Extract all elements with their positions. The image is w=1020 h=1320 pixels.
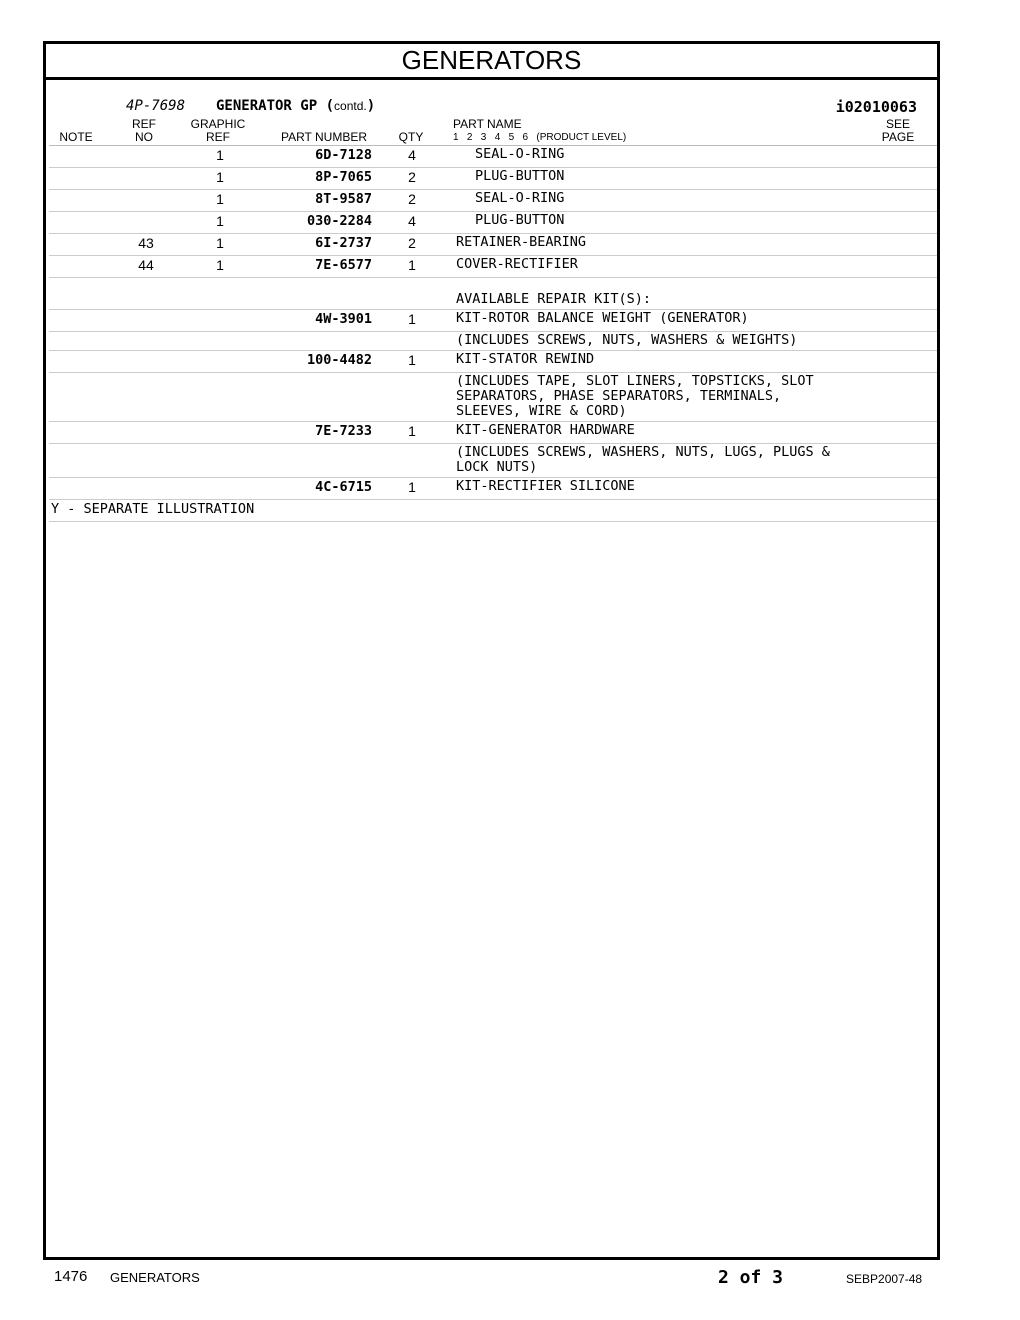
- header-see-page: [876, 118, 920, 144]
- footer-section: GENERATORS: [110, 1270, 200, 1285]
- row-graphic-ref: 1: [216, 147, 224, 163]
- group-id: i02010063: [835, 98, 917, 116]
- table-row: [49, 190, 937, 212]
- table-row: [49, 168, 937, 190]
- page-title: GENERATORS: [46, 44, 937, 80]
- row-part-name: KIT-RECTIFIER SILICONE: [456, 478, 635, 494]
- row-qty: 4: [408, 213, 416, 229]
- table-row: [49, 146, 937, 168]
- row-part-number[interactable]: 4C-6715: [315, 479, 372, 495]
- row-graphic-ref: 1: [216, 235, 224, 251]
- row-qty: 1: [408, 423, 416, 439]
- row-part-number[interactable]: 6D-7128: [315, 147, 372, 163]
- header-graphic-ref: [186, 118, 250, 144]
- legend-row: [49, 500, 937, 522]
- row-part-number[interactable]: 8P-7065: [315, 169, 372, 185]
- row-part-number[interactable]: 4W-3901: [315, 311, 372, 327]
- row-part-name: RETAINER-BEARING: [456, 234, 587, 250]
- row-qty: 1: [408, 479, 416, 495]
- row-graphic-ref: 1: [216, 257, 224, 273]
- table-row-kits-heading: [49, 278, 937, 310]
- table-row: [49, 422, 937, 444]
- row-part-number[interactable]: 7E-7233: [315, 423, 372, 439]
- row-ref-no: 44: [138, 257, 154, 273]
- table-row-note: [49, 373, 937, 422]
- header-ref-bottom: NO: [135, 130, 153, 144]
- header-ref-top: REF: [132, 117, 156, 131]
- row-part-name: SEAL-O-RING: [475, 146, 565, 162]
- row-qty: 1: [408, 311, 416, 327]
- header-qty: QTY: [398, 130, 424, 144]
- row-graphic-ref: 1: [216, 169, 224, 185]
- row-part-number[interactable]: 8T-9587: [315, 191, 372, 207]
- header-see-top: SEE: [885, 117, 910, 131]
- legend-text: Y - SEPARATE ILLUSTRATION: [51, 501, 255, 517]
- row-part-name: KIT-ROTOR BALANCE WEIGHT (GENERATOR): [456, 310, 749, 326]
- row-part-name: KIT-GENERATOR HARDWARE: [456, 422, 635, 438]
- row-graphic-ref: 1: [216, 191, 224, 207]
- row-part-name: SEAL-O-RING: [475, 190, 565, 206]
- table-row: [49, 478, 937, 500]
- header-ref-no: [126, 118, 162, 144]
- row-qty: 2: [408, 191, 416, 207]
- table-row-note: [49, 444, 937, 478]
- table-row: [49, 256, 937, 278]
- row-qty: 1: [408, 257, 416, 273]
- row-qty: 2: [408, 235, 416, 251]
- table-row: [49, 351, 937, 373]
- table-row: [49, 234, 937, 256]
- footer-page-count: 2 of 3: [718, 1267, 784, 1288]
- header-see-bottom: PAGE: [881, 130, 915, 144]
- row-part-name: COVER-RECTIFIER: [456, 256, 578, 272]
- header-part-name: PART NAME: [453, 117, 522, 131]
- row-part-number[interactable]: 7E-6577: [315, 257, 372, 273]
- row-part-name: (INCLUDES SCREWS, WASHERS, NUTS, LUGS, PLUGS & LOCK NUTS): [456, 444, 830, 475]
- row-part-name: PLUG-BUTTON: [475, 168, 565, 184]
- header-product-levels: 1 2 3 4 5 6 (PRODUCT LEVEL): [453, 132, 627, 143]
- group-contd: contd.: [334, 99, 367, 113]
- table-row: [49, 212, 937, 234]
- footer-doc-id: SEBP2007-48: [846, 1272, 923, 1286]
- row-part-name: PLUG-BUTTON: [475, 212, 565, 228]
- row-qty: 2: [408, 169, 416, 185]
- row-qty: 1: [408, 352, 416, 368]
- row-graphic-ref: 1: [216, 213, 224, 229]
- table-row: [49, 310, 937, 332]
- row-part-name: (INCLUDES SCREWS, NUTS, WASHERS & WEIGHTS): [456, 332, 798, 348]
- row-part-name: AVAILABLE REPAIR KIT(S):: [456, 291, 652, 307]
- group-heading: [46, 98, 937, 118]
- table-row-note: [49, 332, 937, 351]
- group-name: [216, 98, 375, 114]
- row-part-name: KIT-STATOR REWIND: [456, 351, 595, 367]
- row-part-number[interactable]: 100-4482: [306, 352, 372, 368]
- group-name-close: ): [366, 98, 376, 114]
- row-ref-no: 43: [138, 235, 154, 251]
- group-code[interactable]: 4P-7698: [126, 98, 186, 114]
- header-graphic-top: GRAPHIC: [190, 117, 246, 131]
- row-qty: 4: [408, 147, 416, 163]
- header-note: NOTE: [59, 130, 93, 144]
- group-name-text: GENERATOR GP (: [216, 98, 335, 114]
- header-graphic-bottom: REF: [206, 130, 230, 144]
- row-part-name: (INCLUDES TAPE, SLOT LINERS, TOPSTICKS, SLOT SEPARATORS, PHASE SEPARATORS, TERMINALS, SLEEVES, WIRE & CORD): [456, 373, 814, 419]
- page-frame: [43, 41, 940, 1260]
- row-part-number[interactable]: 6I-2737: [315, 235, 372, 251]
- row-part-number[interactable]: 030-2284: [306, 213, 372, 229]
- header-part-number: PART NUMBER: [280, 130, 367, 144]
- parts-table: [49, 146, 937, 522]
- footer-page-number: 1476: [54, 1268, 88, 1285]
